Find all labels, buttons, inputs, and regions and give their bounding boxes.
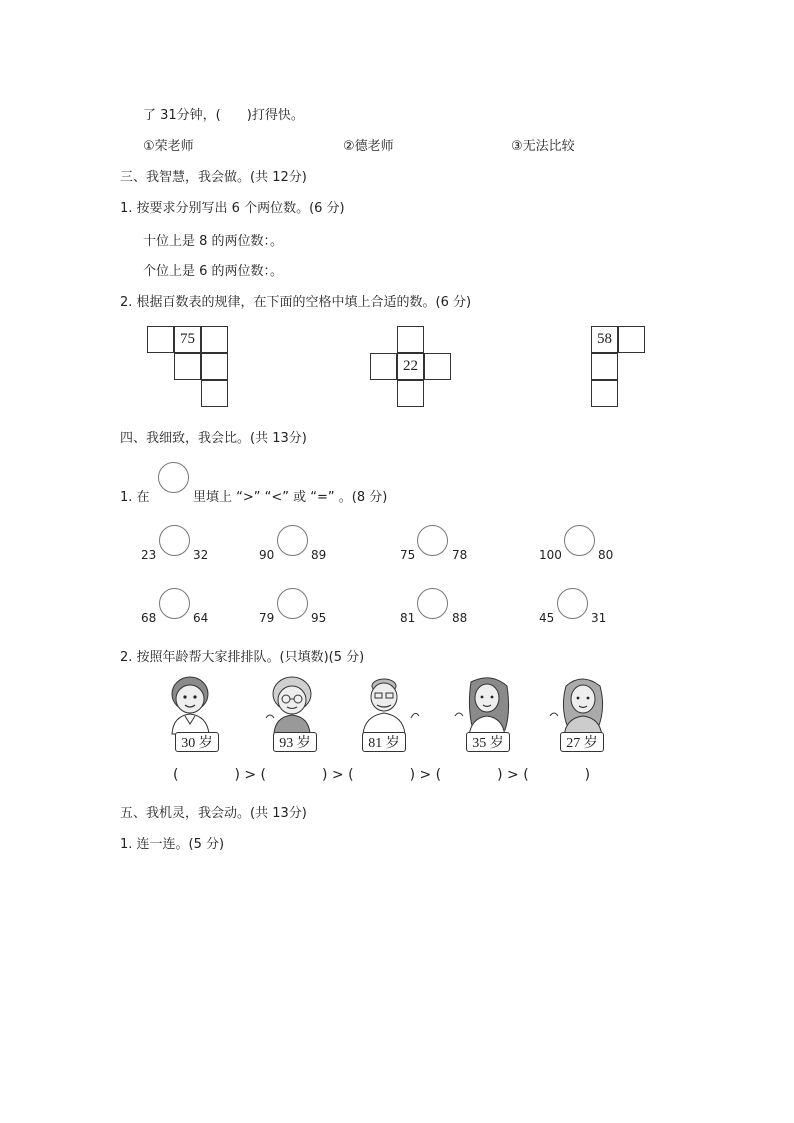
grid-cell-empty[interactable] <box>397 380 424 407</box>
grid-cell-empty[interactable] <box>591 380 618 407</box>
compare-circle[interactable] <box>159 588 190 619</box>
compare-right: 78 <box>452 548 468 562</box>
s3-q2-title: 2. 根据百数表的规律，在下面的空格中填上合适的数。(6 分) <box>120 295 472 310</box>
age-order-answer-line[interactable]: ( ) > ( ) > ( ) > ( ) > ( ) <box>173 767 591 783</box>
s4-q1-prefix: 1. 在 <box>120 490 150 505</box>
compare-left: 79 <box>259 611 275 625</box>
age-card: 93 岁 <box>273 732 317 752</box>
age-card: 35 岁 <box>466 732 510 752</box>
compare-left: 100 <box>539 548 562 562</box>
compare-circle[interactable] <box>277 525 308 556</box>
s3-q1-line2: 个位上是 6 的两位数：。 <box>143 264 284 279</box>
person-boy <box>163 672 233 754</box>
section-4-title: 四、我细致，我会比。(共 13分) <box>120 431 307 446</box>
question-continuation: 了 31分钟，( )打得快。 <box>143 108 304 123</box>
option-2: ②德老师 <box>343 139 394 154</box>
grid-cell-given: 75 <box>174 326 201 353</box>
person-woman <box>546 672 616 754</box>
grid-cell-empty[interactable] <box>618 326 645 353</box>
s3-q1-title: 1. 按要求分别写出 6 个两位数。(6 分) <box>120 201 345 216</box>
age-card: 27 岁 <box>560 732 604 752</box>
option-1: ①荣老师 <box>143 139 194 154</box>
compare-circle[interactable] <box>557 588 588 619</box>
age-card: 30 岁 <box>175 732 219 752</box>
person-young-woman <box>449 672 519 754</box>
person-grandpa <box>357 672 427 754</box>
grid-cell-given: 22 <box>397 353 424 380</box>
grid-cell-empty[interactable] <box>174 353 201 380</box>
compare-circle[interactable] <box>564 525 595 556</box>
person-grandma <box>262 672 332 754</box>
grid-cell-empty[interactable] <box>201 353 228 380</box>
grid-cell-empty[interactable] <box>424 353 451 380</box>
grid-cell-given: 58 <box>591 326 618 353</box>
section-3-title: 三、我智慧，我会做。(共 12分) <box>120 170 307 185</box>
compare-left: 75 <box>400 548 416 562</box>
s3-q1-line1: 十位上是 8 的两位数：。 <box>143 234 284 249</box>
compare-circle[interactable] <box>417 525 448 556</box>
section-5-title: 五、我机灵，我会动。(共 13分) <box>120 806 307 821</box>
compare-circle-example <box>158 462 189 493</box>
option-3: ③无法比较 <box>511 139 575 154</box>
grid-cell-empty[interactable] <box>591 353 618 380</box>
compare-right: 31 <box>591 611 607 625</box>
grid-cell-empty[interactable] <box>397 326 424 353</box>
compare-right: 80 <box>598 548 614 562</box>
compare-left: 68 <box>141 611 157 625</box>
compare-right: 32 <box>193 548 209 562</box>
compare-left: 23 <box>141 548 157 562</box>
compare-right: 89 <box>311 548 327 562</box>
grid-cell-empty[interactable] <box>201 326 228 353</box>
s4-q1-suffix: 里填上 “>” “<” 或 “=” 。(8 分) <box>193 490 388 505</box>
compare-right: 88 <box>452 611 468 625</box>
grid-cell-empty[interactable] <box>370 353 397 380</box>
compare-right: 64 <box>193 611 209 625</box>
s5-q1-title: 1. 连一连。(5 分) <box>120 837 225 852</box>
age-card: 81 岁 <box>362 732 406 752</box>
compare-circle[interactable] <box>159 525 190 556</box>
s4-q2-title: 2. 按照年龄帮大家排排队。(只填数)(5 分) <box>120 650 365 665</box>
compare-right: 95 <box>311 611 327 625</box>
compare-circle[interactable] <box>277 588 308 619</box>
compare-circle[interactable] <box>417 588 448 619</box>
compare-left: 90 <box>259 548 275 562</box>
grid-cell-empty[interactable] <box>147 326 174 353</box>
compare-left: 81 <box>400 611 416 625</box>
grid-cell-empty[interactable] <box>201 380 228 407</box>
compare-left: 45 <box>539 611 555 625</box>
